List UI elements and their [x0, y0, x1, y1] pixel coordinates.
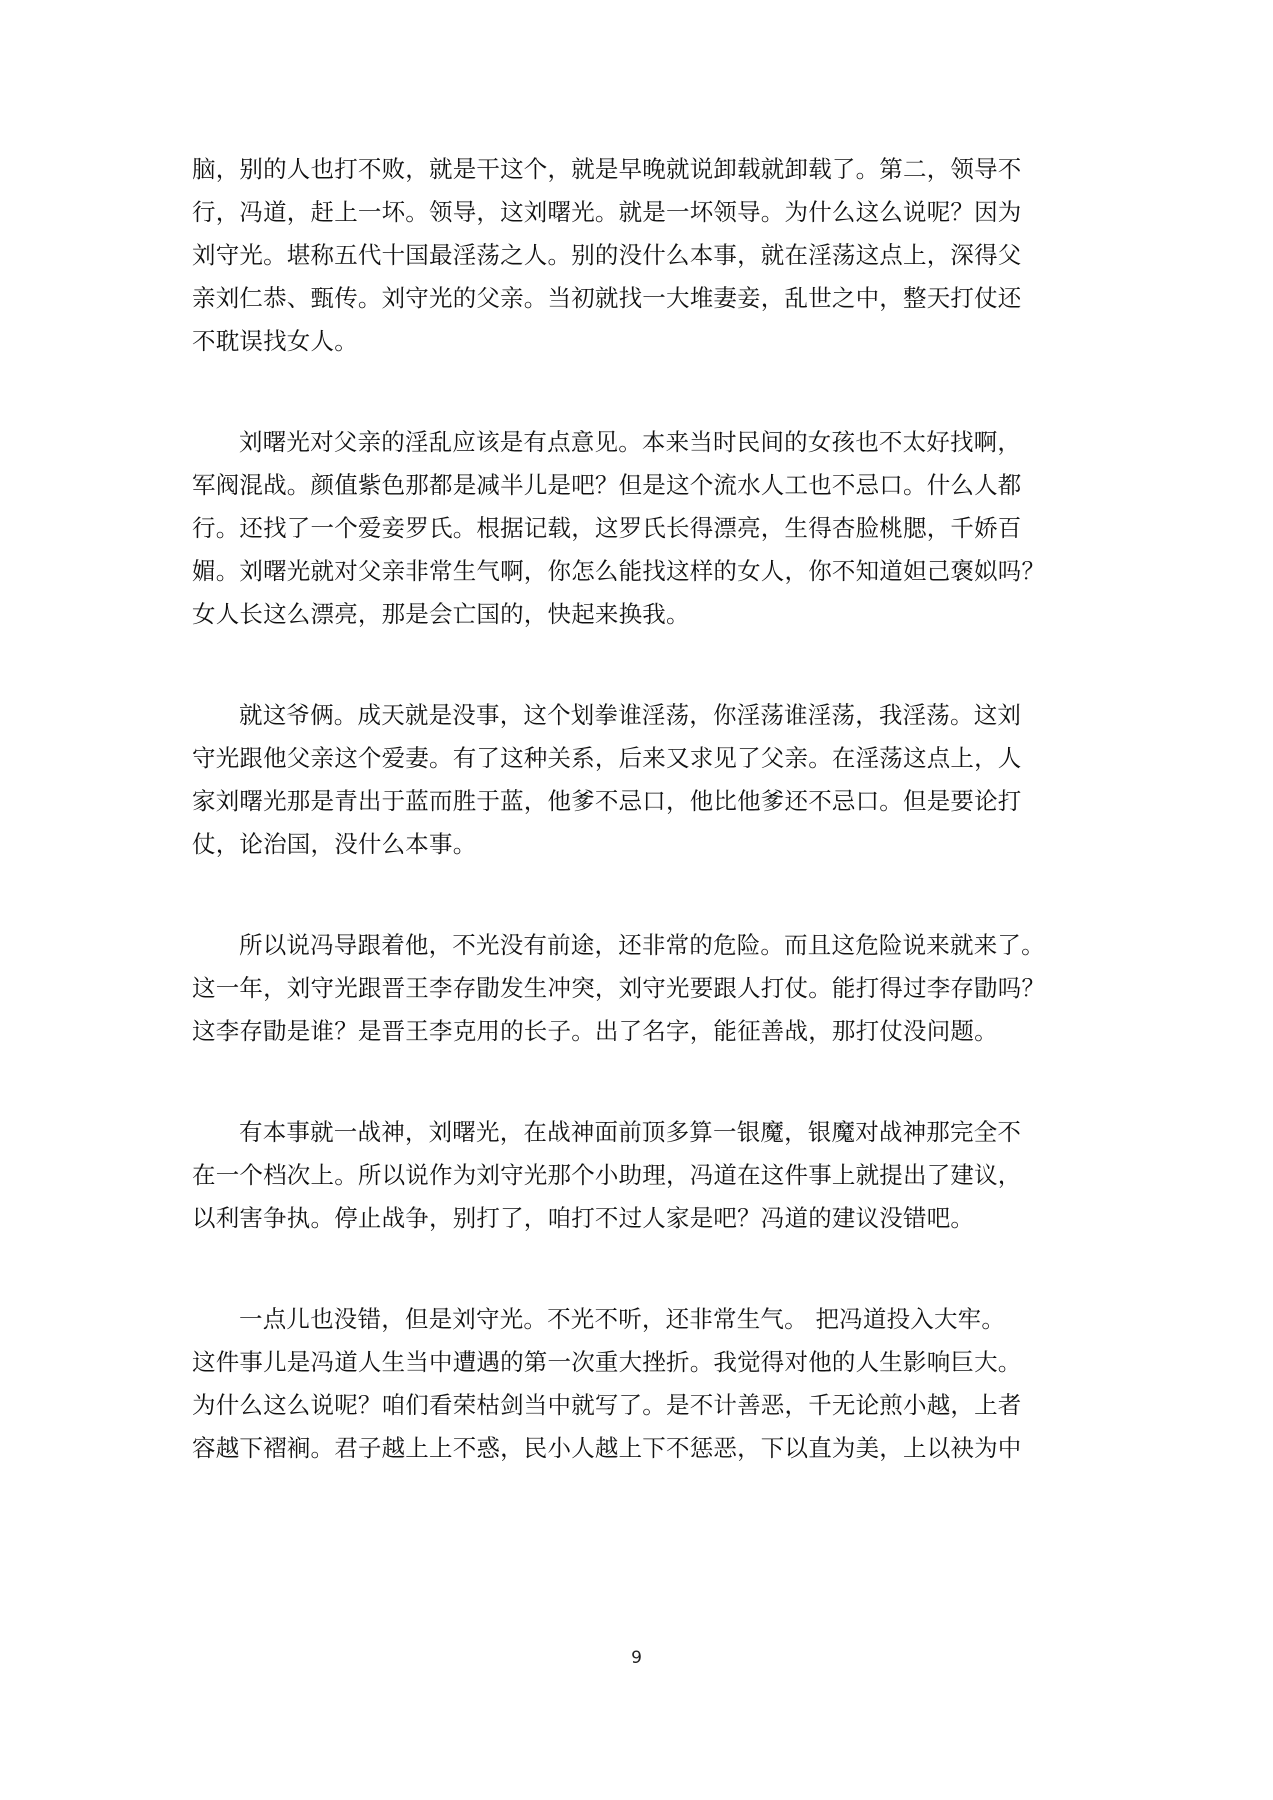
text-line: 一点儿也没错，但是刘守光。不光不听，还非常生气。 把冯道投入大牢。 [239, 1305, 1006, 1333]
text-line: 守光跟他父亲这个爱妻。有了这种关系，后来又求见了父亲。在淫荡这点上，人 [192, 744, 1022, 772]
text-line: 就这爷俩。成天就是没事，这个划拳谁淫荡，你淫荡谁淫荡，我淫荡。这刘 [239, 701, 1022, 729]
text-line: 所以说冯导跟着他，不光没有前途，还非常的危险。而且这危险说来就来了。 [239, 931, 1045, 959]
text-line: 媚。刘曙光就对父亲非常生气啊，你怎么能找这样的女人，你不知道妲己褒姒吗？ [192, 557, 1046, 585]
text-line: 亲刘仁恭、甄传。刘守光的父亲。当初就找一大堆妻妾，乱世之中，整天打仗还 [192, 284, 1022, 312]
text-line: 为什么这么说呢？咱们看荣枯剑当中就写了。是不计善恶，千无论煎小越，上者 [192, 1391, 1022, 1419]
text-line: 行，冯道，赶上一坏。领导，这刘曙光。就是一坏领导。为什么这么说呢？因为 [192, 198, 1022, 226]
text-line: 刘守光。堪称五代十国最淫荡之人。别的没什么本事，就在淫荡这点上，深得父 [192, 241, 1022, 269]
text-line: 军阀混战。颜值紫色那都是减半儿是吧？但是这个流水人工也不忌口。什么人都 [192, 471, 1022, 499]
paragraph [192, 694, 1082, 866]
page-number: 9 [631, 1648, 642, 1668]
text-line: 这李存勖是谁？是晋王李克用的长子。出了名字，能征善战，那打仗没问题。 [192, 1017, 998, 1045]
text-line: 脑，别的人也打不败，就是干这个，就是早晚就说卸载就卸载了。第二，领导不 [192, 155, 1022, 183]
paragraph [192, 1298, 1082, 1470]
text-line: 容越下褶裥。君子越上上不惑，民小人越上下不惩恶，下以直为美，上以袂为中 [192, 1434, 1022, 1462]
paragraph [192, 421, 1082, 636]
paragraph [192, 148, 1082, 363]
text-line: 在一个档次上。所以说作为刘守光那个小助理，冯道在这件事上就提出了建议， [192, 1161, 1022, 1189]
text-line: 仗，论治国，没什么本事。 [192, 830, 477, 858]
text-line: 不耽误找女人。 [192, 327, 358, 355]
text-line: 以利害争执。停止战争，别打了，咱打不过人家是吧？冯道的建议没错吧。 [192, 1204, 975, 1232]
paragraph [192, 924, 1082, 1053]
text-line: 有本事就一战神，刘曙光，在战神面前顶多算一银魔，银魔对战神那完全不 [239, 1118, 1022, 1146]
document-body [192, 148, 1082, 1528]
text-line: 行。还找了一个爱妾罗氏。根据记载，这罗氏长得漂亮，生得杏脸桃腮，千娇百 [192, 514, 1022, 542]
text-line: 这件事儿是冯道人生当中遭遇的第一次重大挫折。我觉得对他的人生影响巨大。 [192, 1348, 1022, 1376]
text-line: 这一年，刘守光跟晋王李存勖发生冲突，刘守光要跟人打仗。能打得过李存勖吗？ [192, 974, 1046, 1002]
text-line: 家刘曙光那是青出于蓝而胜于蓝，他爹不忌口，他比他爹还不忌口。但是要论打 [192, 787, 1022, 815]
text-line: 刘曙光对父亲的淫乱应该是有点意见。本来当时民间的女孩也不太好找啊， [239, 428, 1022, 456]
paragraph [192, 1111, 1082, 1240]
text-line: 女人长这么漂亮，那是会亡国的，快起来换我。 [192, 600, 690, 628]
